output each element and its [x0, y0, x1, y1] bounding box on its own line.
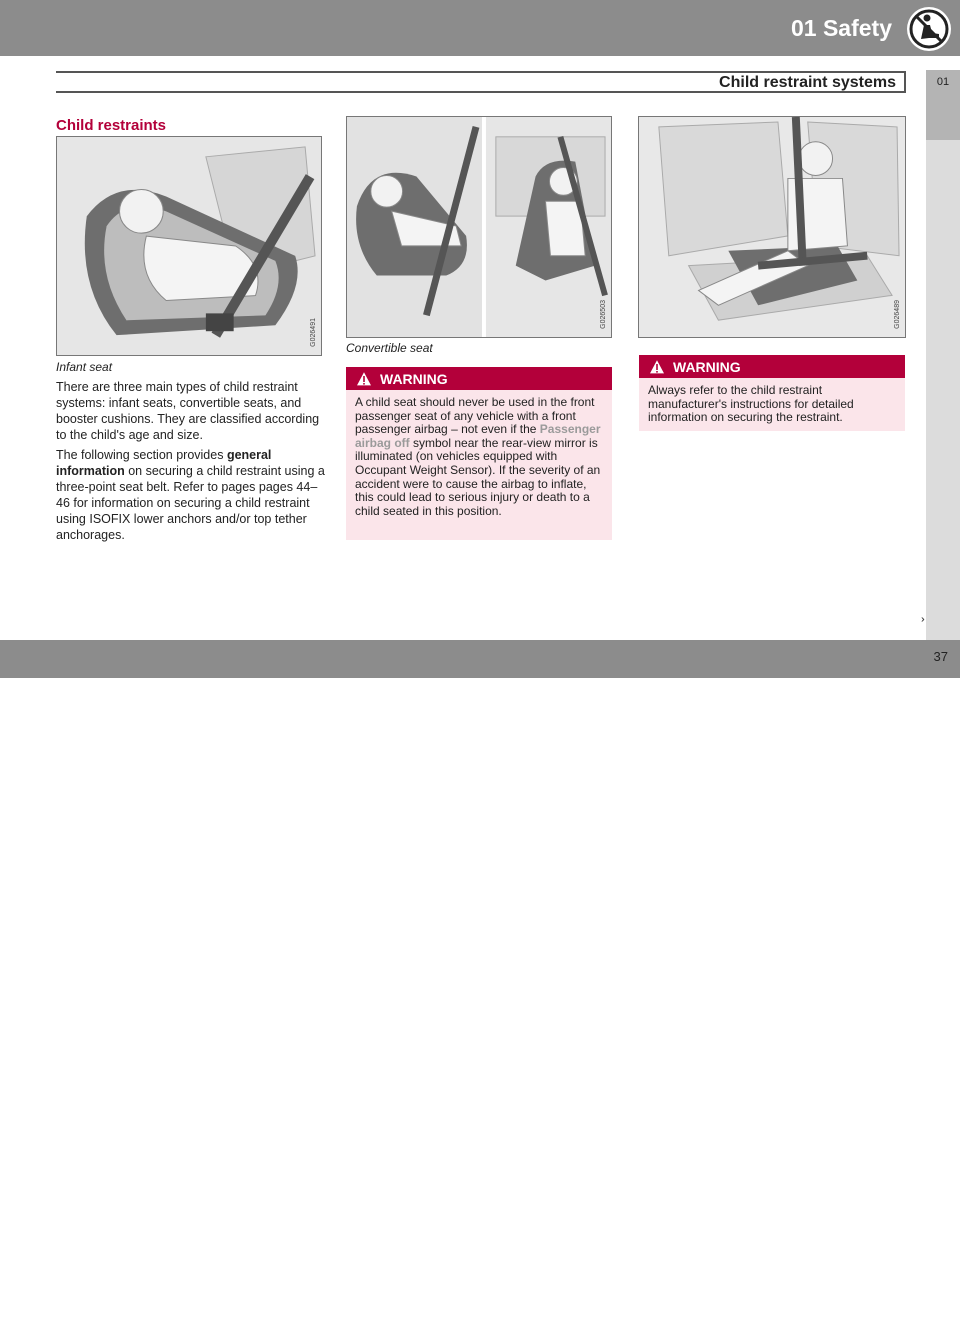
warning-box: [639, 355, 905, 431]
tab-divider: [919, 56, 926, 678]
no-airbag-icon: [905, 5, 953, 53]
booster-cushion-illustration: [638, 116, 906, 338]
text-run-bold: general information: [56, 448, 272, 478]
section-bar: [56, 71, 906, 93]
convertible-seat-illustration: [346, 116, 612, 338]
infant-seat-illustration: [56, 136, 322, 356]
figure-caption: Infant seat: [56, 360, 113, 374]
text-run: A child seat should never be used in the front passenger seat of any vehicle with a front passenger airbag – not even if the: [355, 395, 595, 437]
warning-box: [346, 367, 612, 540]
body-paragraph: There are three main types of child restraint systems: infant seats, convertible seats, and booster cushions. They are classified according to the child's age and size.: [56, 380, 320, 442]
passenger-airbag-off-symbol-text: Passenger airbag off: [355, 422, 601, 450]
warning-text: [355, 396, 604, 518]
figure-code: G026503: [600, 300, 607, 329]
page-heading: Child restraints: [56, 117, 167, 134]
chapter-tab-label: 01: [936, 76, 950, 88]
body-paragraph: [56, 447, 326, 543]
footer-bar: [0, 640, 960, 1319]
text-run: symbol near the rear-view mirror is illuminated (on vehicles equipped with Occupant Weight Sensor). If the severity of an accident were to cause the airbag to inflate, this could lead to serious injury or death to a child seated in this position.: [355, 435, 601, 518]
warning-triangle-icon: [648, 358, 666, 375]
warning-triangle-icon: [355, 370, 373, 387]
warning-header: [346, 367, 612, 390]
figure-code: G026489: [894, 300, 901, 329]
chapter-title: 01 Safety: [790, 15, 892, 41]
watermark: carmanualsonline.info: [565, 1286, 878, 1319]
figure-caption: Convertible seat: [346, 341, 433, 355]
warning-title: WARNING: [673, 359, 741, 375]
section-title: Child restraint systems: [719, 74, 896, 91]
warning-text: Always refer to the child restraint manufacturer's instructions for detailed information on securing the restraint.: [648, 383, 854, 425]
warning-header: [639, 355, 905, 378]
page-number: 37: [933, 649, 948, 664]
warning-title: WARNING: [380, 371, 448, 387]
tab-strip: [926, 140, 960, 640]
text-run: The following section provides: [56, 448, 227, 462]
text-run: on securing a child restraint using a three-point seat belt. Refer to pages pages 44–46 for information on securing a child restraint using ISOFIX lower anchors and/or top tether anchorages.: [56, 464, 325, 542]
header-bar: [0, 0, 960, 56]
figure-code: G026491: [310, 318, 317, 347]
chapter-tab: [926, 70, 960, 140]
double-chevron-right-icon[interactable]: ››: [921, 614, 922, 625]
